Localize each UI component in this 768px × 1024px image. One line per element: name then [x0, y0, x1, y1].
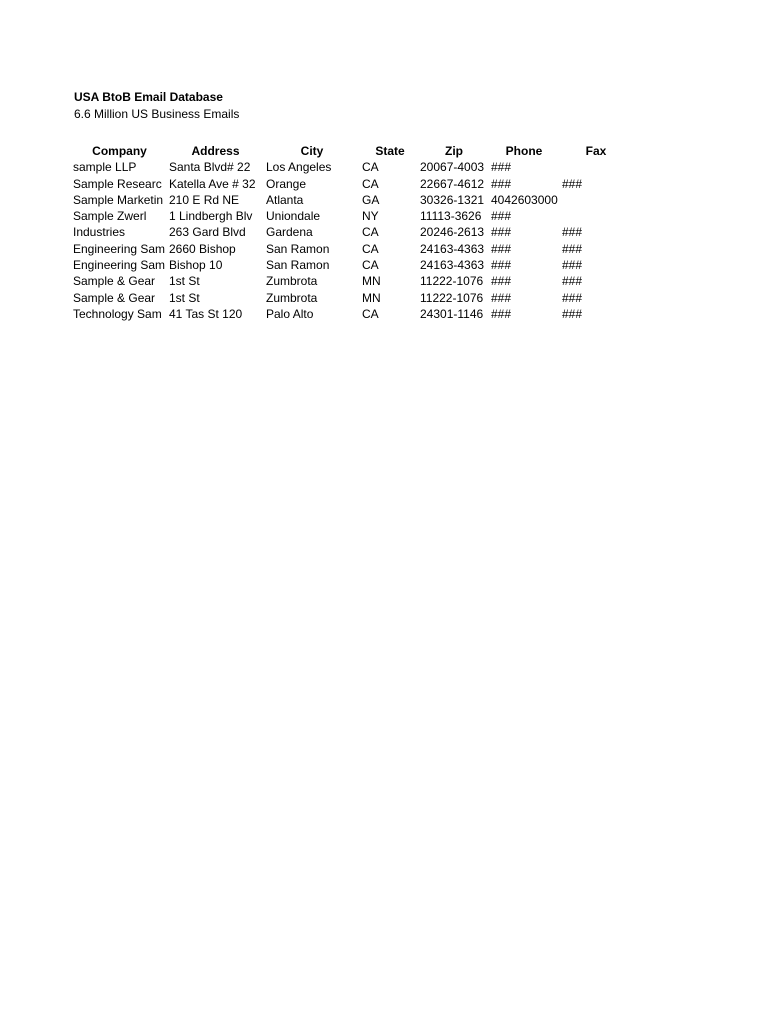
cell-city: Zumbrota	[266, 274, 318, 289]
cell-zip: 11222-1076	[420, 290, 484, 305]
table-row	[0, 290, 768, 306]
table-row	[0, 224, 768, 240]
cell-phone: ###	[491, 290, 512, 305]
cell-state: CA	[362, 258, 379, 273]
cell-address: 41 Tas St 120	[169, 306, 243, 321]
cell-address: 1st St	[169, 290, 200, 305]
table-row	[0, 241, 768, 257]
cell-state: NY	[362, 209, 379, 224]
cell-address: 1st St	[169, 274, 200, 289]
cell-phone: ###	[491, 176, 512, 191]
cell-address: Bishop 10	[169, 258, 223, 273]
table-row	[0, 208, 768, 224]
header-zip: Zip	[445, 144, 463, 158]
cell-address: Katella Ave # 32	[169, 176, 256, 191]
contacts-table	[0, 143, 768, 322]
cell-city: Palo Alto	[266, 306, 314, 321]
cell-state: GA	[362, 192, 380, 207]
cell-company: Sample Researc	[73, 176, 162, 191]
cell-zip: 20067-4003	[420, 160, 485, 175]
cell-company: Sample & Gear	[73, 290, 156, 305]
cell-zip: 24163-4363	[420, 258, 485, 273]
cell-state: CA	[362, 225, 379, 240]
cell-state: CA	[362, 306, 379, 321]
cell-zip: 20246-2613	[420, 225, 485, 240]
cell-company: Engineering Sam	[73, 241, 166, 256]
cell-address: 2660 Bishop	[169, 241, 236, 256]
cell-address: Santa Blvd# 22	[169, 160, 251, 175]
cell-phone: ###	[491, 209, 512, 224]
header-address: Address	[191, 144, 240, 158]
cell-city: Orange	[266, 176, 307, 191]
cell-fax: ###	[562, 176, 583, 191]
document-subtitle: 6.6 Million US Business Emails	[74, 107, 240, 121]
cell-city: San Ramon	[266, 258, 330, 273]
cell-company: Industries	[73, 225, 126, 240]
table-body	[0, 159, 768, 322]
cell-company: Sample & Gear	[73, 274, 156, 289]
cell-company: Engineering Sam	[73, 258, 166, 273]
cell-address: 263 Gard Blvd	[169, 225, 246, 240]
table-row	[0, 257, 768, 273]
cell-fax: ###	[562, 290, 583, 305]
cell-company: Technology Sam	[73, 306, 162, 321]
cell-address: 1 Lindbergh Blv	[169, 209, 253, 224]
cell-fax: ###	[562, 241, 583, 256]
cell-city: Gardena	[266, 225, 313, 240]
cell-zip: 11222-1076	[420, 274, 484, 289]
document-title: USA BtoB Email Database	[74, 90, 223, 104]
cell-fax: ###	[562, 258, 583, 273]
cell-fax: ###	[562, 306, 583, 321]
cell-city: Los Angeles	[266, 160, 332, 175]
header-fax: Fax	[585, 144, 607, 158]
cell-fax: ###	[562, 274, 583, 289]
table-row	[0, 159, 768, 175]
header-company: Company	[92, 144, 147, 158]
cell-fax	[562, 192, 632, 208]
cell-phone: ###	[491, 258, 512, 273]
table-header-row	[0, 143, 768, 159]
cell-company: Sample Marketin	[73, 192, 164, 207]
cell-city: Uniondale	[266, 209, 321, 224]
cell-zip: 24163-4363	[420, 241, 485, 256]
cell-phone: ###	[491, 306, 512, 321]
cell-zip: 30326-1321	[420, 192, 485, 207]
header-state: State	[375, 144, 405, 158]
cell-zip: 11113-3626	[420, 209, 482, 224]
header-phone: Phone	[505, 144, 543, 158]
cell-address: 210 E Rd NE	[169, 192, 240, 207]
cell-fax	[562, 208, 632, 224]
cell-phone: ###	[491, 160, 512, 175]
cell-city: San Ramon	[266, 241, 330, 256]
cell-zip: 24301-1146	[420, 306, 484, 321]
cell-state: CA	[362, 160, 379, 175]
table-row	[0, 306, 768, 322]
cell-company: sample LLP	[73, 160, 137, 175]
cell-city: Zumbrota	[266, 290, 318, 305]
cell-zip: 22667-4612	[420, 176, 485, 191]
cell-state: CA	[362, 176, 379, 191]
table-row	[0, 273, 768, 289]
cell-state: MN	[362, 290, 381, 305]
cell-phone: ###	[491, 241, 512, 256]
cell-state: CA	[362, 241, 379, 256]
cell-fax: ###	[562, 225, 583, 240]
cell-state: MN	[362, 274, 381, 289]
header-city: City	[300, 144, 324, 158]
cell-company: Sample Zwerl	[73, 209, 147, 224]
table-row	[0, 192, 768, 208]
cell-city: Atlanta	[266, 192, 304, 207]
cell-phone: 4042603000	[491, 192, 558, 207]
cell-phone: ###	[491, 274, 512, 289]
cell-phone: ###	[491, 225, 512, 240]
cell-fax	[562, 159, 632, 175]
table-row	[0, 176, 768, 192]
